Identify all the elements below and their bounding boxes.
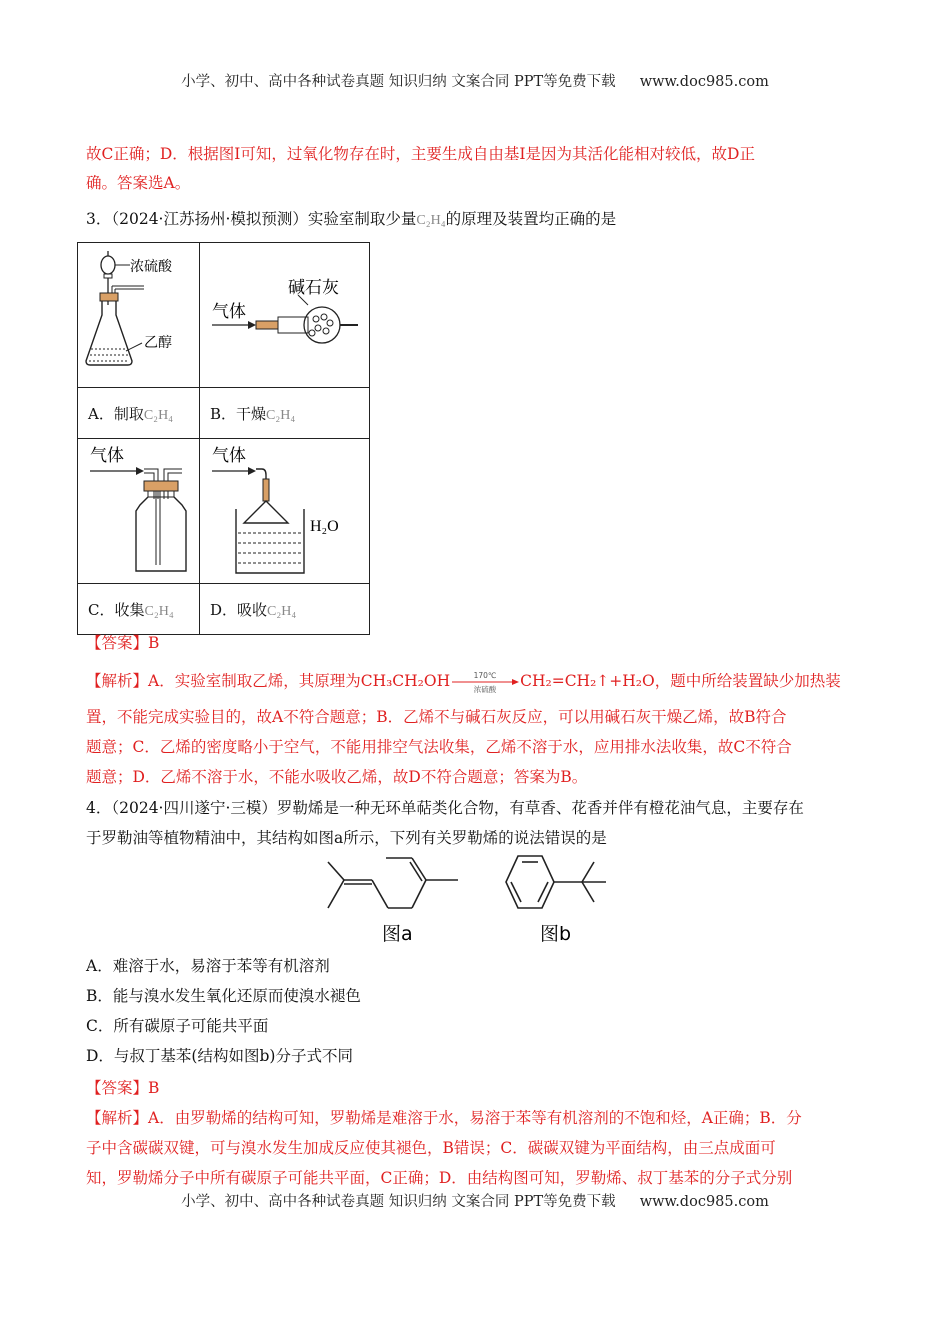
label-ethanol: 乙醇 <box>144 335 172 351</box>
q4-stem-line2: 于罗勒油等植物精油中，其结构如图a所示，下列有关罗勒烯的说法错误的是 <box>86 829 607 847</box>
q3-explanation-line4: 题意；D．乙烯不溶于水，不能水吸收乙烯，故D不符合题意；答案为B。 <box>86 768 588 786</box>
q4-option-c: C．所有碳原子可能共平面 <box>86 1017 269 1035</box>
option-c-label: C．收集C₂H₄ <box>78 584 200 635</box>
gas-bottle-icon <box>78 439 199 583</box>
q3-answer: 【答案】B <box>86 634 160 652</box>
footer-text: 小学、初中、高中各种试卷真题 知识归纳 文案合同 PPT等免费下载 <box>181 1194 616 1210</box>
q3-explanation-line2: 置，不能完成实验目的，故A不符合题意；B．乙烯不与碱石灰反应，可以用碱石灰干燥乙烯，故B符合 <box>86 708 787 726</box>
fig-a-caption: 图a <box>382 923 413 945</box>
q4-option-d: D．与叔丁基苯(结构如图b)分子式不同 <box>86 1047 353 1065</box>
beaker-funnel-icon <box>200 439 369 583</box>
q3-explanation-line1 <box>86 670 841 693</box>
label-conc-sulfuric: 浓硫酸 <box>130 259 172 275</box>
q4-option-b: B．能与溴水发生氧化还原而使溴水褪色 <box>86 987 361 1005</box>
q3-explanation-line3: 题意；C．乙烯的密度略小于空气，不能用排空气法收集，乙烯不溶于水，应用排水法收集，故C不符合 <box>86 738 792 756</box>
q3-exp-l1b: CH₂=CH₂↑+H₂O，题中所给装置缺少加热装 <box>520 672 841 690</box>
q4-structures <box>320 850 630 950</box>
condition-temp: 170℃ <box>473 671 497 680</box>
q3-formula: C₂H₄ <box>416 213 446 228</box>
q4-explanation-line2: 子中含碳碳双键，可与溴水发生加成反应使其褪色，B错误；C．碳碳双键为平面结构，由三点成面可 <box>86 1139 776 1157</box>
label-gas-b: 气体 <box>212 302 246 322</box>
label-soda-lime: 碱石灰 <box>288 278 339 298</box>
footer-url[interactable]: www.doc985.com <box>639 1194 769 1210</box>
q3-stem-prefix: 3．（2024·江苏扬州·模拟预测）实验室制取少量 <box>86 210 417 228</box>
prev-explanation-line1: 故C正确；D．根据图I可知，过氧化物存在时，主要生成自由基I是因为其活化能相对较低，故D正 <box>86 145 755 163</box>
option-a-label: A．制取C₂H₄ <box>78 388 200 439</box>
q3-exp-tag: 【解析】 <box>86 672 149 690</box>
option-a-image <box>78 243 200 388</box>
option-b-formula: C₂H₄ <box>266 407 296 423</box>
q3-options-table <box>77 242 370 635</box>
option-a-formula: C₂H₄ <box>143 407 174 423</box>
q4-stem-line1: 4．（2024·四川遂宁·三模）罗勒烯是一种无环单萜类化合物，有草香、花香并伴有橙花油气息，主要存在 <box>86 799 804 817</box>
label-gas-d: 气体 <box>212 446 246 466</box>
q3-stem-suffix: 的原理及装置均正确的是 <box>445 210 617 228</box>
option-c-image <box>78 439 200 584</box>
ocimene-structure-icon <box>328 858 458 908</box>
option-c-formula: C₂H₄ <box>144 603 174 619</box>
header-url[interactable]: www.doc985.com <box>639 74 769 90</box>
page-header <box>0 70 950 91</box>
q4-option-a: A．难溶于水，易溶于苯等有机溶剂 <box>86 957 330 975</box>
prev-explanation-line2: 确。答案选A。 <box>86 174 191 192</box>
label-gas-c: 气体 <box>90 446 124 466</box>
fig-b-caption: 图b <box>540 923 572 945</box>
q3-stem <box>86 208 616 232</box>
page-footer <box>0 1190 950 1211</box>
option-b-image <box>200 243 370 388</box>
condition-catalyst: 浓硫酸 <box>473 685 497 693</box>
drying-tube-icon <box>200 243 369 387</box>
header-text: 小学、初中、高中各种试卷真题 知识归纳 文案合同 PPT等免费下载 <box>181 74 616 90</box>
q3-exp-l1a: A．实验室制取乙烯，其原理为CH₃CH₂OH <box>148 672 451 690</box>
flask-apparatus-icon <box>78 243 199 387</box>
option-d-image <box>200 439 370 584</box>
option-b-label: B．干燥C₂H₄ <box>200 388 370 439</box>
q4-explanation-line1: 【解析】A．由罗勒烯的结构可知，罗勒烯是难溶于水，易溶于苯等有机溶剂的不饱和烃，A正确；B．分 <box>86 1109 802 1127</box>
option-d-formula: C₂H₄ <box>267 603 297 619</box>
tert-butylbenzene-icon <box>506 856 606 908</box>
q4-answer: 【答案】B <box>86 1079 160 1097</box>
option-d-label: D．吸收C₂H₄ <box>200 584 370 635</box>
q4-explanation-line3: 知，罗勒烯分子中所有碳原子可能共平面，C正确；D．由结构图可知，罗勒烯、叔丁基苯的分子式分别 <box>86 1169 793 1187</box>
label-water: H₂O <box>310 518 339 535</box>
reaction-arrow <box>450 671 520 693</box>
